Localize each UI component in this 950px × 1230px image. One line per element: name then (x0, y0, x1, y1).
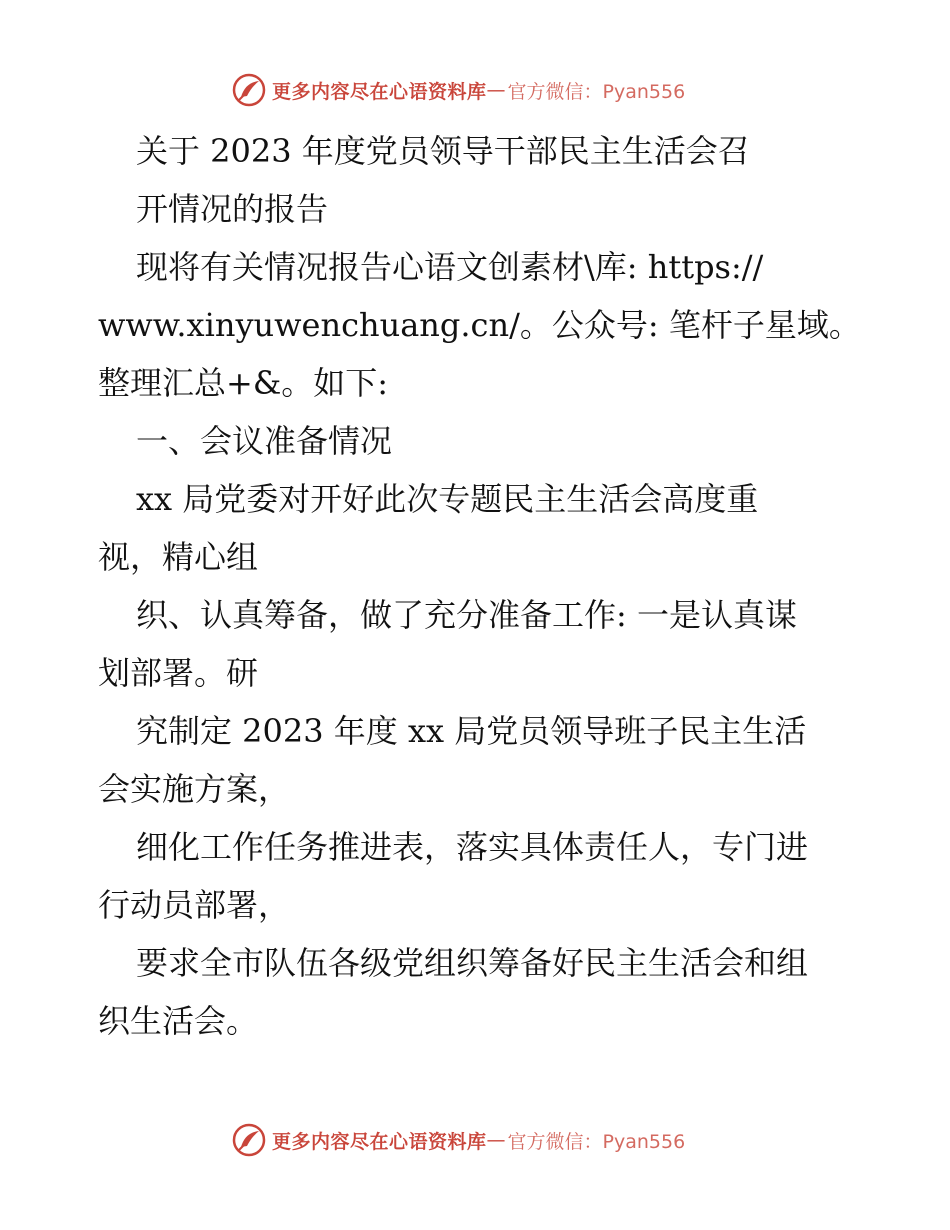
paragraph-line: 行动员部署， (98, 886, 291, 924)
paragraph-line: 究制定 2023 年度 xx 局党员领导班子民主生活 (136, 712, 807, 750)
watermark-separator: — (486, 79, 506, 101)
section-heading: 一、会议准备情况 (136, 422, 393, 460)
paragraph-line: 视，精心组 (98, 538, 259, 576)
watermark-wechat: 官方微信：Pyan556 (507, 1130, 686, 1153)
footer-watermark (232, 1122, 685, 1158)
document-body (98, 122, 861, 1050)
brand-logo-icon (232, 73, 266, 107)
paragraph-line: 织生活会。 (98, 1002, 259, 1040)
title-line-2: 开情况的报告 (136, 190, 329, 228)
paragraph-line: xx 局党委对开好此次专题民主生活会高度重 (136, 480, 759, 518)
paragraph-line: 现将有关情况报告心语文创素材\库: https:// (136, 248, 764, 286)
paragraph-line: 要求全市队伍各级党组织筹备好民主生活会和组 (136, 944, 809, 982)
paragraph-line: 划部署。研 (98, 654, 259, 692)
header-watermark (232, 72, 685, 108)
watermark-separator: — (486, 1129, 506, 1151)
watermark-wechat: 官方微信：Pyan556 (507, 80, 686, 103)
watermark-main-text: 更多内容尽在心语资料库 (272, 1130, 487, 1153)
brand-logo-icon (232, 1123, 266, 1157)
paragraph-line: www.xinyuwenchuang.cn/。公众号: 笔杆子星域。 (98, 306, 861, 344)
watermark-main-text: 更多内容尽在心语资料库 (272, 80, 487, 103)
paragraph-line: 会实施方案， (98, 770, 291, 808)
title-line-1: 关于 2023 年度党员领导干部民主生活会召 (136, 132, 750, 170)
paragraph-line: 整理汇总+&。如下: (98, 364, 389, 402)
paragraph-line: 细化工作任务推进表，落实具体责任人，专门进 (136, 828, 809, 866)
paragraph-line: 织、认真筹备，做了充分准备工作: 一是认真谋 (136, 596, 797, 634)
